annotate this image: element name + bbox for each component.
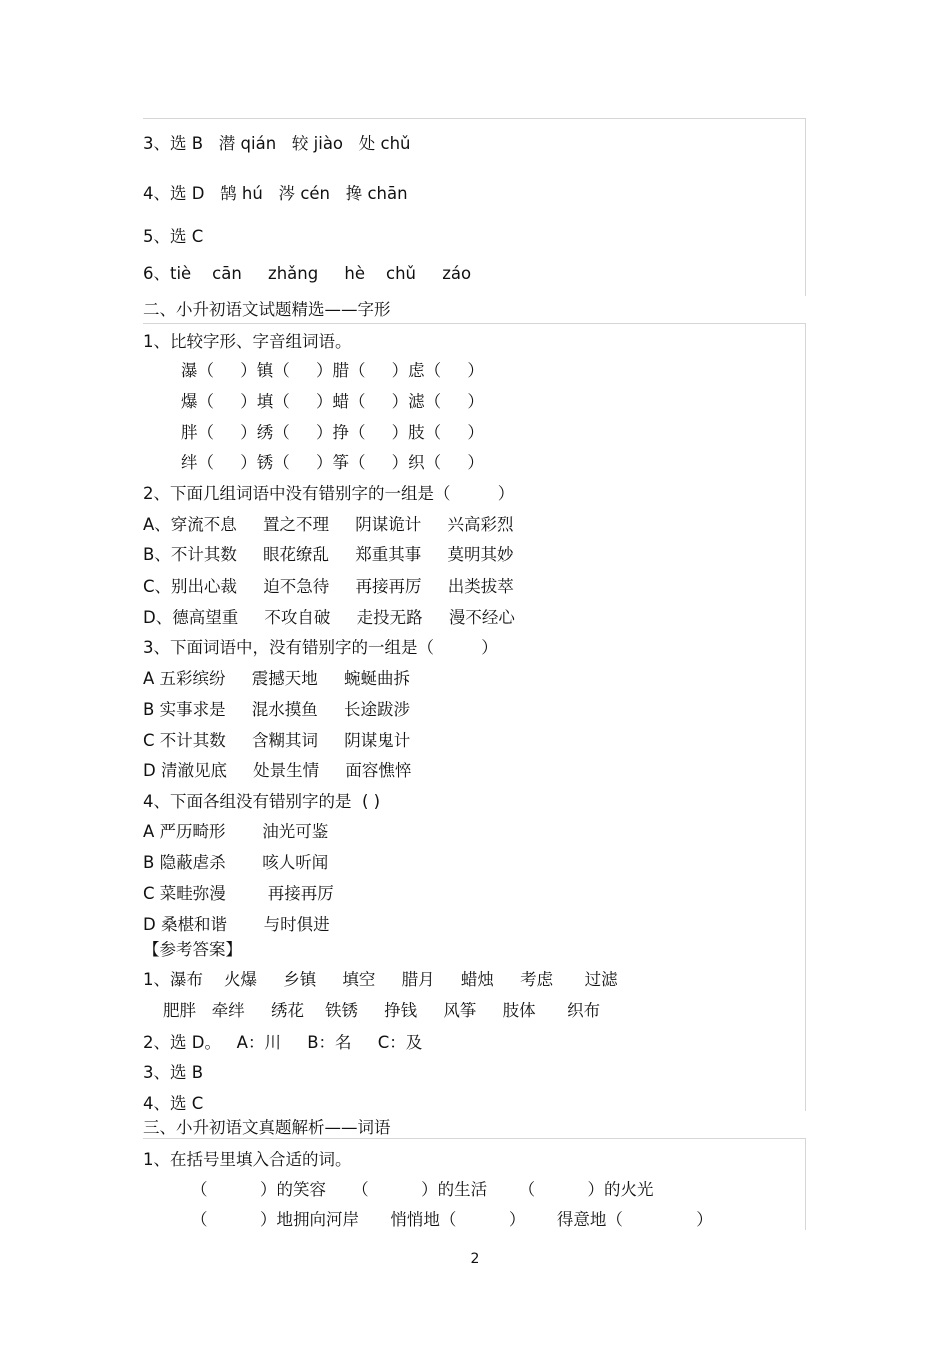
word-row: 胖（ ）绣（ ）挣（ ）肢（ ） [181,423,484,442]
fill-blank-row: （ ）地拥向河岸 悄悄地（ ） 得意地（ ） [191,1210,713,1229]
word-row: 绊（ ）锈（ ）筝（ ）织（ ） [181,453,484,472]
option-line: C 不计其数 含糊其词 阴谋鬼计 [143,731,411,750]
question-stem: 2、下面几组词语中没有错别字的一组是（ ） [143,484,515,503]
answer-line: 肥胖 牵绊 绣花 铁锈 挣钱 风筝 肢体 织布 [163,1001,601,1020]
section-heading: 二、小升初语文试题精选——字形 [143,300,391,319]
option-line: C 菜畦弥漫 再接再厉 [143,884,334,903]
option-line: B、不计其数 眼花缭乱 郑重其事 莫明其妙 [143,545,514,564]
answer-line: 4、选 D 鹄 hú 涔 cén 搀 chān [143,184,408,203]
fill-blank-row: （ ）的笑容 （ ）的生活 （ ）的火光 [191,1180,654,1199]
answer-line: 5、选 C [143,227,204,246]
answer-line: 1、瀑布 火爆 乡镇 填空 腊月 蜡烛 考虑 过滤 [143,970,618,989]
section-heading: 三、小升初语文真题解析——词语 [143,1118,391,1137]
word-row: 瀑（ ）镇（ ）腊（ ）虑（ ） [181,361,484,380]
option-line: D 桑椹和谐 与时俱进 [143,915,330,934]
answers-heading: 【参考答案】 [143,940,242,959]
question-stem: 1、在括号里填入合适的词。 [143,1150,352,1169]
option-line: B 实事求是 混水摸鱼 长途跋涉 [143,700,411,719]
page-number: 2 [470,1251,480,1267]
option-line: C、别出心裁 迫不急待 再接再厉 出类拔萃 [143,577,514,596]
word-row: 爆（ ）填（ ）蜡（ ）滤（ ） [181,392,484,411]
option-line: B 隐蔽虐杀 咳人听闻 [143,853,329,872]
option-line: D、德高望重 不攻自破 走投无路 漫不经心 [143,608,515,627]
answer-line: 4、选 C [143,1094,204,1113]
question-stem: 1、比较字形、字音组词语。 [143,332,352,351]
answer-line: 2、选 D。 A：川 B：名 C：及 [143,1033,423,1052]
question-stem: 3、下面词语中，没有错别字的一组是（ ） [143,638,498,657]
answer-line: 3、选 B [143,1063,204,1082]
option-line: D 清澈见底 处景生情 面容憔悴 [143,761,412,780]
option-line: A 五彩缤纷 震撼天地 蜿蜒曲拆 [143,669,410,688]
answer-line: 3、选 B 潜 qián 较 jiào 处 chǔ [143,134,411,153]
answer-line: 6、tiè cān zhǎng hè chǔ záo [143,264,472,283]
option-line: A、穿流不息 置之不理 阴谋诡计 兴高彩烈 [143,515,514,534]
question-stem: 4、下面各组没有错别字的是 ( ) [143,792,381,811]
option-line: A 严历畸形 油光可鉴 [143,822,329,841]
